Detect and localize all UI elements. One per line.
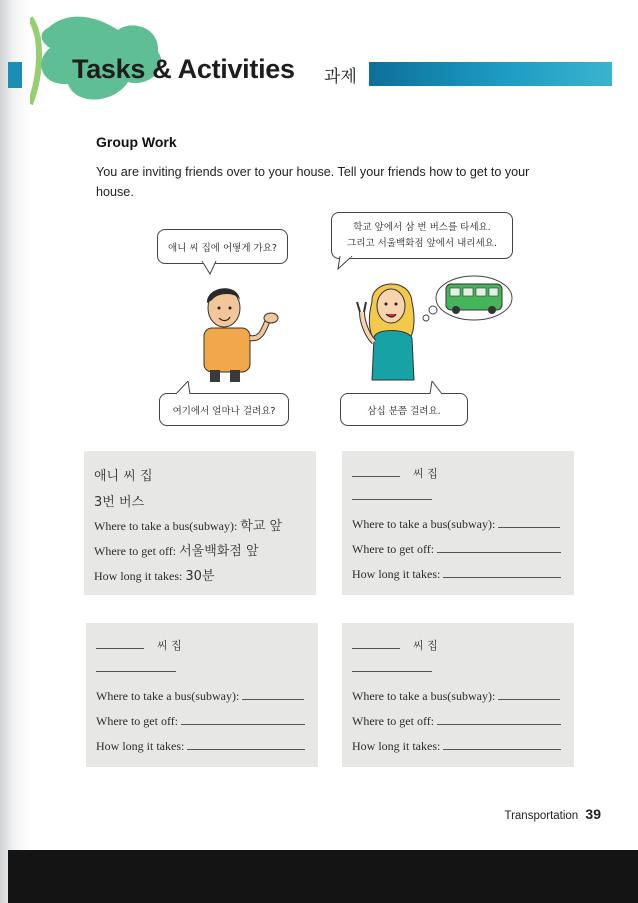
bus-row: [96, 661, 176, 676]
card-row-get-off: [96, 714, 305, 729]
where-blank[interactable]: [498, 518, 560, 528]
book-spine-shadow: [0, 0, 40, 903]
card-row-how-long: [352, 567, 561, 582]
bus-row: [352, 661, 432, 676]
card-row-where: [352, 517, 560, 532]
speech-bubble-answer-directions: [331, 212, 513, 259]
where-label: Where to take a bus(subway):: [96, 689, 240, 703]
get-off-blank[interactable]: [437, 543, 561, 553]
card-suffix: 씨 집: [413, 639, 438, 652]
bubble-tail: [424, 381, 446, 395]
card-row-where: [94, 515, 282, 534]
where-label: Where to take a bus(subway):: [352, 689, 496, 703]
thought-bubble-bus: [420, 270, 516, 328]
card-row-how-long: [94, 565, 214, 584]
get-off-label: Where to get off:: [352, 542, 435, 556]
how-long-label: How long it takes:: [94, 569, 183, 583]
how-long-label: How long it takes:: [352, 739, 441, 753]
card-name-row: [352, 637, 438, 653]
name-blank[interactable]: [96, 639, 144, 649]
page-title: Tasks & Activities: [72, 54, 295, 84]
name-blank[interactable]: [352, 467, 400, 477]
card-name: 애니 씨 집: [94, 469, 153, 484]
speech-bubble-question-directions: [157, 229, 288, 264]
how-long-label: How long it takes:: [352, 567, 441, 581]
where-blank[interactable]: [498, 690, 560, 700]
card-row-how-long: [352, 739, 561, 754]
bubble-tail: [336, 256, 356, 270]
get-off-label: Where to get off:: [352, 714, 435, 728]
card-bus: 3번 버스: [94, 495, 145, 510]
how-long-value: 30분: [185, 569, 215, 584]
card-suffix: 씨 집: [157, 639, 182, 652]
where-label: Where to take a bus(subway):: [352, 517, 496, 531]
card-name-row: [96, 637, 182, 653]
bus-blank[interactable]: [352, 662, 432, 672]
get-off-label: Where to get off:: [96, 714, 179, 728]
how-long-label: How long it takes:: [96, 739, 185, 753]
title-color-bar: [369, 62, 612, 86]
page-title-korean: 과제: [324, 67, 357, 87]
how-long-blank[interactable]: [443, 740, 561, 750]
speech-bubble-question-duration: [159, 393, 289, 426]
page-footer: [504, 806, 601, 822]
bottom-scan-edge: [8, 850, 638, 903]
how-long-blank[interactable]: [443, 568, 561, 578]
card-row-where: [96, 689, 304, 704]
chapter-name: Transportation: [504, 810, 579, 822]
left-accent-tab: [8, 62, 22, 88]
card-suffix: 씨 집: [413, 467, 438, 480]
how-long-blank[interactable]: [187, 740, 305, 750]
where-label: Where to take a bus(subway):: [94, 519, 238, 533]
get-off-label: Where to get off:: [94, 544, 177, 558]
card-row-get-off: [94, 540, 259, 559]
instructions-text: You are inviting friends over to your house. Tell your friends how to get to your house.: [96, 165, 530, 199]
card-row-get-off: [352, 542, 561, 557]
where-blank[interactable]: [242, 690, 304, 700]
get-off-value: 서울백화점 앞: [179, 544, 259, 559]
bubble-text-line1: 학교 앞에서 삼 번 버스를 타세요.: [353, 221, 491, 233]
bubble-text-line2: 그리고 서울백화점 앞에서 내리세요.: [347, 237, 497, 249]
bubble-tail: [200, 261, 220, 275]
bubble-tail: [172, 381, 194, 395]
where-value: 학교 앞: [240, 519, 283, 534]
info-card-example: [84, 451, 316, 595]
bus-row: [352, 489, 432, 504]
name-blank[interactable]: [352, 639, 400, 649]
girl-illustration: [356, 276, 428, 382]
card-name-row: [352, 465, 438, 481]
speech-bubble-answer-duration: [340, 393, 468, 426]
bubble-text: 여기에서 얼마나 걸려요?: [172, 405, 276, 417]
boy-illustration: [192, 278, 284, 382]
get-off-blank[interactable]: [437, 715, 561, 725]
info-card-blank-2: [86, 623, 318, 767]
get-off-blank[interactable]: [181, 715, 305, 725]
info-card-blank-1: [342, 451, 574, 595]
card-row-where: [352, 689, 560, 704]
card-row-how-long: [96, 739, 305, 754]
bus-blank[interactable]: [352, 490, 432, 500]
bubble-text: 삼십 분쯤 걸려요.: [367, 405, 441, 417]
bus-blank[interactable]: [96, 662, 176, 672]
section-heading: Group Work: [96, 134, 177, 150]
bubble-text: 애니 씨 집에 어떻게 가요?: [168, 242, 277, 254]
page-number: 39: [585, 806, 601, 822]
info-card-blank-3: [342, 623, 574, 767]
card-row-get-off: [352, 714, 561, 729]
